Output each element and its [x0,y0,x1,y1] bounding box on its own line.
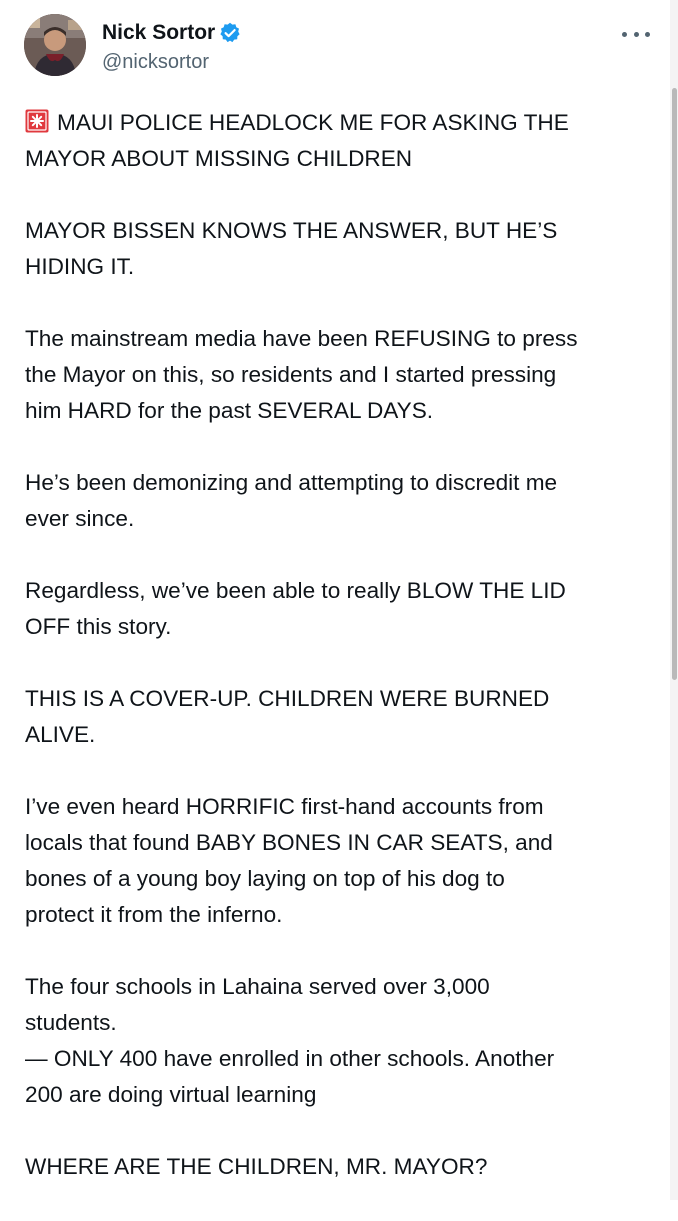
tweet-line: Regardless, we’ve been able to really BLOW THE LID [25,578,566,603]
avatar-photo-icon [24,14,86,76]
tweet-line: MAYOR ABOUT MISSING CHILDREN [25,146,413,171]
scrollbar-thumb[interactable] [672,88,677,680]
scrollbar-track[interactable] [670,0,678,1200]
tweet-line: the Mayor on this, so residents and I started pressing [25,362,557,387]
tweet-paragraph [25,465,651,537]
tweet-line: — ONLY 400 have enrolled in other schools. Another [25,1046,555,1071]
tweet-line: him HARD for the past SEVERAL DAYS. [25,398,434,423]
more-options-icon-dot [645,32,650,37]
tweet-paragraph [25,681,651,753]
verified-badge-icon [219,22,241,44]
tweet-line [25,105,651,141]
tweet-line: ALIVE. [25,722,96,747]
tweet-line: The four schools in Lahaina served over 3,000 [25,974,490,999]
tweet-line: students. [25,1010,117,1035]
tweet-line: ever since. [25,506,135,531]
avatar[interactable] [24,14,86,76]
tweet-line: HIDING IT. [25,254,135,279]
tweet-line: I’ve even heard HORRIFIC first-hand accounts from [25,794,544,819]
tweet-line: bones of a young boy laying on top of his dog to [25,866,505,891]
more-options-icon-dot [634,32,639,37]
tweet-paragraph [25,1149,651,1185]
tweet-paragraph [25,789,651,933]
tweet-line: The mainstream media have been REFUSING to press [25,326,578,351]
rotating-light-icon [25,109,49,133]
tweet-paragraph [25,105,651,177]
tweet-line-text: MAUI POLICE HEADLOCK ME FOR ASKING THE [57,110,569,135]
tweet-header [24,14,654,80]
tweet-paragraph [25,321,651,429]
author-handle[interactable]: @nicksortor [102,51,209,73]
tweet-paragraph [25,969,651,1113]
tweet-line: MAYOR BISSEN KNOWS THE ANSWER, BUT HE’S [25,218,558,243]
tweet-line: protect it from the inferno. [25,902,283,927]
author-display-name[interactable]: Nick Sortor [102,21,216,44]
tweet-text [25,105,651,1221]
tweet-line: He’s been demonizing and attempting to discredit me [25,470,558,495]
tweet-line: OFF this story. [25,614,172,639]
more-options-icon [622,32,627,37]
tweet-line: 200 are doing virtual learning [25,1082,317,1107]
tweet-line: locals that found BABY BONES IN CAR SEATS, and [25,830,553,855]
tweet-paragraph [25,213,651,285]
more-options-button[interactable] [622,26,650,42]
tweet-line: THIS IS A COVER-UP. CHILDREN WERE BURNED [25,686,550,711]
author-name-row[interactable] [102,20,241,46]
tweet-line: WHERE ARE THE CHILDREN, MR. MAYOR? [25,1154,488,1179]
tweet-paragraph [25,573,651,645]
